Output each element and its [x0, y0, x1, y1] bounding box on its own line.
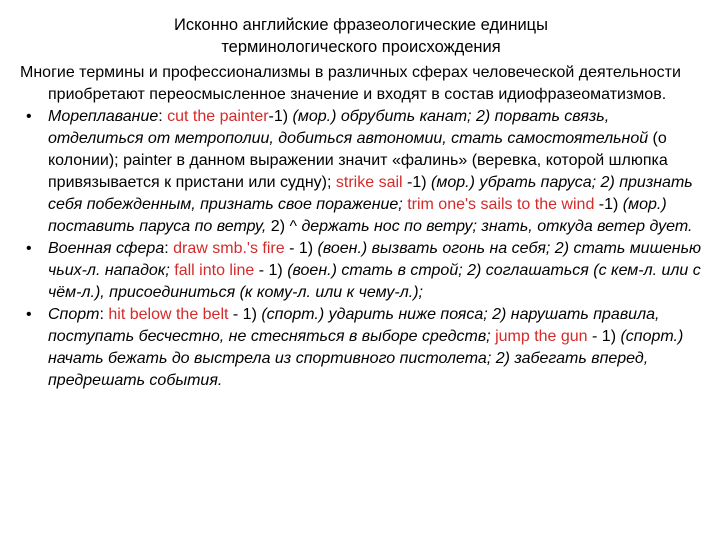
term-list — [20, 106, 702, 392]
english-term: jump the gun — [495, 328, 588, 345]
list-item-seafaring — [20, 106, 702, 238]
text: : — [164, 240, 174, 257]
english-term: draw smb.'s fire — [173, 240, 285, 257]
bullet: • — [26, 108, 32, 125]
list-item-military — [20, 238, 702, 304]
english-term: trim one's sails to the wind — [407, 196, 595, 213]
text: (спорт.) ударить ниже пояса; 2) нарушать правила, поступать бесчестно, не стесняться в выборе средств; — [48, 306, 660, 345]
text: - 1) — [228, 306, 262, 323]
text: -1) — [594, 196, 623, 213]
list-item-sport — [20, 304, 702, 392]
title-line-1: Исконно английские фразеологические единицы — [174, 16, 548, 34]
title-line-2: терминологического происхождения — [221, 38, 501, 56]
bullet: • — [26, 240, 32, 257]
text: (мор.) обрубить канат; 2) порвать связь, отделиться от метрополии, добиться автономии, стать самостоятельной — [48, 108, 649, 147]
text: -1) — [268, 108, 293, 125]
text: держать нос по ветру; знать, откуда ветер дует. — [301, 218, 693, 235]
text: (мор.) убрать паруса; 2) признать себя побежденным, признать свое поражение; — [48, 174, 693, 213]
english-term: strike sail — [335, 174, 403, 191]
slide-title — [20, 14, 702, 58]
text: - 1) — [587, 328, 621, 345]
item-lead: Мореплавание — [48, 108, 159, 125]
text: - 1) — [254, 262, 288, 279]
item-lead: Спорт — [48, 306, 100, 323]
text: (о колонии); painter в данном выражении значит «фалинь» (веревка, которой шлюпка привязывается к пристани или судну); — [48, 130, 668, 191]
text: (воен.) стать в строй; 2) соглашаться (с кем-л. или с чём-л.), присоединиться (к кому-л. или к чему-л.); — [48, 262, 701, 301]
text: (мор.) поставить паруса по ветру, — [48, 196, 667, 235]
text: - 1) — [284, 240, 318, 257]
english-term: fall into line — [174, 262, 255, 279]
text: (спорт.) начать бежать до выстрела из спортивного пистолета; 2) забегать вперед, предрешать события. — [48, 328, 684, 389]
english-term: hit below the belt — [108, 306, 229, 323]
text: : — [99, 306, 109, 323]
english-term: cut the painter — [167, 108, 269, 125]
bullet: • — [26, 306, 32, 323]
text: -1) — [402, 174, 432, 191]
text: : — [158, 108, 168, 125]
text: (воен.) вызвать огонь на себя; 2) стать мишенью чьих-л. нападок; — [48, 240, 702, 279]
text: 2) ^ — [266, 218, 302, 235]
item-lead: Военная сфера — [48, 240, 165, 257]
intro-paragraph: Многие термины и профессионализмы в различных сферах человеческой деятельности приобретают переосмысленное значение и входят в состав идиофразеоматизмов. — [20, 64, 681, 103]
